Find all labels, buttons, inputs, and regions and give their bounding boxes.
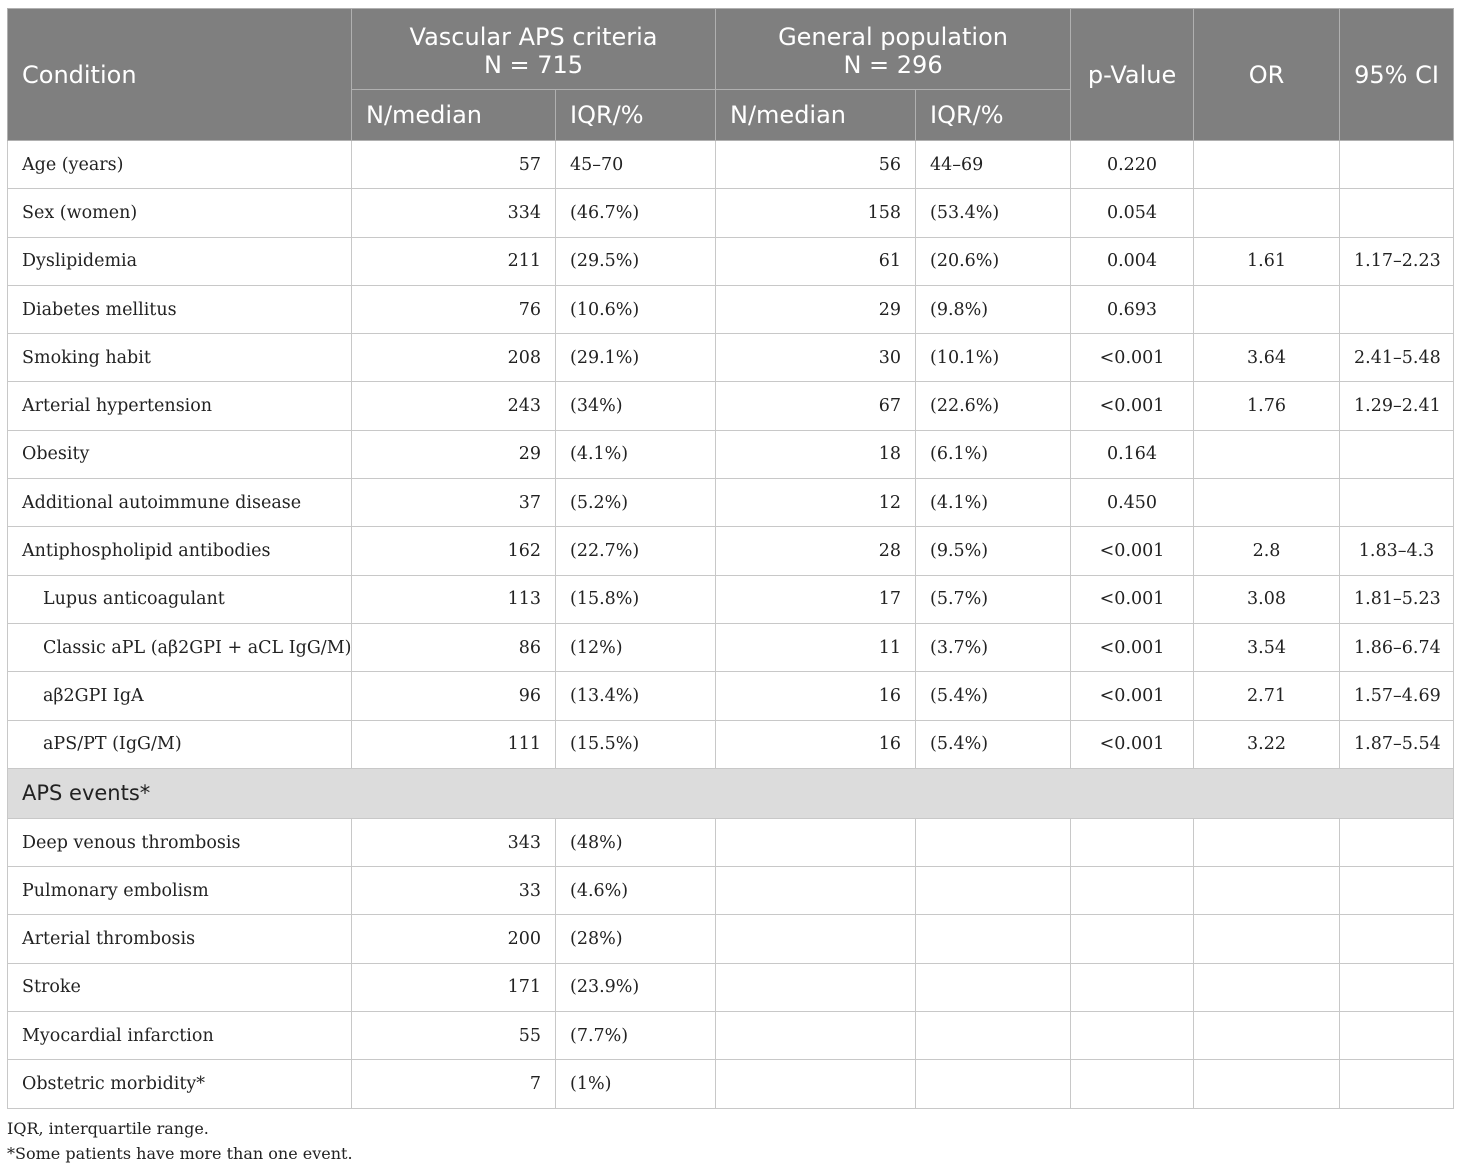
- section-label: APS events*: [8, 768, 1454, 818]
- cell-vascular-pct: (28%): [556, 915, 716, 963]
- cell-empty: [716, 915, 916, 963]
- cell-vascular-pct: (1%): [556, 1060, 716, 1108]
- cell-p-value: <0.001: [1071, 672, 1194, 720]
- cell-empty: [1340, 1060, 1454, 1108]
- cell-vascular-pct: (34%): [556, 382, 716, 430]
- header-or: OR: [1194, 9, 1340, 141]
- cell-vascular-n: 57: [352, 141, 556, 189]
- cell-general-n: 67: [716, 382, 916, 430]
- cell-vascular-pct: (10.6%): [556, 285, 716, 333]
- table-row: [8, 720, 1454, 768]
- cell-empty: [916, 1012, 1071, 1060]
- cell-condition: Pulmonary embolism: [8, 867, 352, 915]
- cell-or: [1194, 479, 1340, 527]
- table-row: [8, 818, 1454, 866]
- section-row-aps-events: [8, 768, 1454, 818]
- subheader-vascular-iqr: IQR/%: [556, 90, 716, 141]
- cell-condition: Deep venous thrombosis: [8, 818, 352, 866]
- cell-vascular-pct: (12%): [556, 623, 716, 671]
- cell-empty: [916, 963, 1071, 1011]
- cell-vascular-n: 334: [352, 189, 556, 237]
- cell-vascular-n: 29: [352, 430, 556, 478]
- cell-p-value: <0.001: [1071, 575, 1194, 623]
- table-row: [8, 189, 1454, 237]
- cell-empty: [1340, 963, 1454, 1011]
- cell-or: 3.54: [1194, 623, 1340, 671]
- cell-general-n: 30: [716, 334, 916, 382]
- cell-p-value: <0.001: [1071, 334, 1194, 382]
- header-p-value: p-Value: [1071, 9, 1194, 141]
- cell-ci: 2.41–5.48: [1340, 334, 1454, 382]
- cell-empty: [1194, 867, 1340, 915]
- cell-vascular-pct: (23.9%): [556, 963, 716, 1011]
- header-condition: Condition: [8, 9, 352, 141]
- cell-empty: [1071, 1012, 1194, 1060]
- cell-general-pct: (3.7%): [916, 623, 1071, 671]
- cell-vascular-n: 76: [352, 285, 556, 333]
- cell-empty: [916, 867, 1071, 915]
- subheader-general-n: N/median: [716, 90, 916, 141]
- header-general-population: [716, 9, 1071, 90]
- cell-condition: Arterial hypertension: [8, 382, 352, 430]
- cell-ci: 1.81–5.23: [1340, 575, 1454, 623]
- cell-empty: [916, 1060, 1071, 1108]
- cell-vascular-n: 211: [352, 237, 556, 285]
- cell-vascular-n: 33: [352, 867, 556, 915]
- table-container: [7, 8, 1453, 1109]
- cell-p-value: 0.054: [1071, 189, 1194, 237]
- cell-vascular-pct: (22.7%): [556, 527, 716, 575]
- table-row: [8, 430, 1454, 478]
- cell-condition: Arterial thrombosis: [8, 915, 352, 963]
- table-row: [8, 237, 1454, 285]
- cell-condition: Myocardial infarction: [8, 1012, 352, 1060]
- cell-vascular-pct: (4.1%): [556, 430, 716, 478]
- cell-p-value: 0.693: [1071, 285, 1194, 333]
- cell-vascular-pct: (29.5%): [556, 237, 716, 285]
- cell-general-n: 16: [716, 720, 916, 768]
- cell-p-value: <0.001: [1071, 382, 1194, 430]
- cell-vascular-n: 37: [352, 479, 556, 527]
- cell-condition: Obstetric morbidity*: [8, 1060, 352, 1108]
- cell-empty: [716, 867, 916, 915]
- cell-or: 2.8: [1194, 527, 1340, 575]
- table-row: [8, 285, 1454, 333]
- cell-vascular-n: 343: [352, 818, 556, 866]
- cell-ci: 1.83–4.3: [1340, 527, 1454, 575]
- subheader-general-iqr: IQR/%: [916, 90, 1071, 141]
- cell-general-pct: (5.4%): [916, 672, 1071, 720]
- cell-ci: [1340, 430, 1454, 478]
- cell-condition: Dyslipidemia: [8, 237, 352, 285]
- cell-vascular-pct: (29.1%): [556, 334, 716, 382]
- cell-ci: [1340, 141, 1454, 189]
- cell-condition: Diabetes mellitus: [8, 285, 352, 333]
- cell-ci: 1.29–2.41: [1340, 382, 1454, 430]
- cell-or: [1194, 430, 1340, 478]
- table-row: [8, 915, 1454, 963]
- table-row: [8, 963, 1454, 1011]
- cell-general-pct: (9.8%): [916, 285, 1071, 333]
- footnote-iqr: IQR, interquartile range.: [7, 1119, 209, 1138]
- cell-or: 3.08: [1194, 575, 1340, 623]
- cell-vascular-pct: (13.4%): [556, 672, 716, 720]
- cell-vascular-n: 171: [352, 963, 556, 1011]
- cell-vascular-n: 162: [352, 527, 556, 575]
- cell-condition: Stroke: [8, 963, 352, 1011]
- cell-condition: Antiphospholipid antibodies: [8, 527, 352, 575]
- cell-condition: aβ2GPI IgA: [8, 672, 352, 720]
- cell-empty: [1340, 867, 1454, 915]
- cell-vascular-n: 55: [352, 1012, 556, 1060]
- table-row: [8, 334, 1454, 382]
- cell-or: [1194, 141, 1340, 189]
- header-vascular-aps: [352, 9, 716, 90]
- cell-ci: 1.87–5.54: [1340, 720, 1454, 768]
- cell-empty: [1071, 1060, 1194, 1108]
- cell-general-pct: (6.1%): [916, 430, 1071, 478]
- cell-general-n: 158: [716, 189, 916, 237]
- cell-general-pct: (9.5%): [916, 527, 1071, 575]
- cell-empty: [716, 1012, 916, 1060]
- cell-empty: [716, 1060, 916, 1108]
- cell-empty: [1194, 818, 1340, 866]
- table-footnotes: [7, 1116, 353, 1166]
- table-row: [8, 1060, 1454, 1108]
- table-row: [8, 672, 1454, 720]
- cell-p-value: <0.001: [1071, 623, 1194, 671]
- cell-empty: [916, 818, 1071, 866]
- table-row: [8, 623, 1454, 671]
- cell-general-pct: (5.7%): [916, 575, 1071, 623]
- cell-vascular-n: 7: [352, 1060, 556, 1108]
- cell-general-n: 28: [716, 527, 916, 575]
- cell-vascular-pct: 45–70: [556, 141, 716, 189]
- cell-general-pct: 44–69: [916, 141, 1071, 189]
- cell-vascular-pct: (15.5%): [556, 720, 716, 768]
- table-row: [8, 575, 1454, 623]
- cell-ci: [1340, 189, 1454, 237]
- cell-or: 3.22: [1194, 720, 1340, 768]
- cell-vascular-pct: (15.8%): [556, 575, 716, 623]
- cell-vascular-pct: (5.2%): [556, 479, 716, 527]
- cell-empty: [1071, 818, 1194, 866]
- header-general-population-title: General population: [778, 22, 1008, 51]
- cell-empty: [1194, 1060, 1340, 1108]
- table-row: [8, 141, 1454, 189]
- cell-or: 2.71: [1194, 672, 1340, 720]
- cell-condition: Smoking habit: [8, 334, 352, 382]
- table-row: [8, 867, 1454, 915]
- header-ci: 95% CI: [1340, 9, 1454, 141]
- cell-p-value: 0.220: [1071, 141, 1194, 189]
- cell-empty: [1071, 963, 1194, 1011]
- cell-ci: 1.17–2.23: [1340, 237, 1454, 285]
- table-row: [8, 382, 1454, 430]
- cell-vascular-pct: (46.7%): [556, 189, 716, 237]
- cell-empty: [716, 818, 916, 866]
- cell-p-value: <0.001: [1071, 527, 1194, 575]
- cell-or: 1.76: [1194, 382, 1340, 430]
- cell-vascular-n: 96: [352, 672, 556, 720]
- cell-empty: [1194, 1012, 1340, 1060]
- cell-vascular-n: 111: [352, 720, 556, 768]
- cell-general-n: 18: [716, 430, 916, 478]
- cell-empty: [916, 915, 1071, 963]
- cell-empty: [1340, 915, 1454, 963]
- header-vascular-aps-n: N = 715: [483, 50, 584, 79]
- cell-general-pct: (20.6%): [916, 237, 1071, 285]
- cell-empty: [1194, 915, 1340, 963]
- cell-condition: Additional autoimmune disease: [8, 479, 352, 527]
- results-table: [7, 8, 1454, 1109]
- cell-general-n: 56: [716, 141, 916, 189]
- cell-vascular-pct: (4.6%): [556, 867, 716, 915]
- cell-condition: Age (years): [8, 141, 352, 189]
- cell-condition: Sex (women): [8, 189, 352, 237]
- cell-condition: Obesity: [8, 430, 352, 478]
- cell-ci: [1340, 479, 1454, 527]
- cell-general-n: 11: [716, 623, 916, 671]
- cell-empty: [716, 963, 916, 1011]
- cell-or: 1.61: [1194, 237, 1340, 285]
- table-body: [8, 141, 1454, 1109]
- cell-general-n: 17: [716, 575, 916, 623]
- cell-condition: Lupus anticoagulant: [8, 575, 352, 623]
- cell-ci: 1.57–4.69: [1340, 672, 1454, 720]
- cell-vascular-n: 113: [352, 575, 556, 623]
- cell-empty: [1194, 963, 1340, 1011]
- cell-condition: aPS/PT (IgG/M): [8, 720, 352, 768]
- cell-general-n: 29: [716, 285, 916, 333]
- cell-p-value: <0.001: [1071, 720, 1194, 768]
- cell-vascular-n: 208: [352, 334, 556, 382]
- cell-general-pct: (22.6%): [916, 382, 1071, 430]
- cell-ci: [1340, 285, 1454, 333]
- cell-or: [1194, 189, 1340, 237]
- cell-general-pct: (53.4%): [916, 189, 1071, 237]
- cell-p-value: 0.004: [1071, 237, 1194, 285]
- cell-empty: [1340, 818, 1454, 866]
- subheader-vascular-n: N/median: [352, 90, 556, 141]
- cell-vascular-n: 86: [352, 623, 556, 671]
- cell-condition: Classic aPL (aβ2GPI + aCL IgG/M): [8, 623, 352, 671]
- cell-vascular-pct: (48%): [556, 818, 716, 866]
- cell-general-pct: (5.4%): [916, 720, 1071, 768]
- cell-vascular-n: 200: [352, 915, 556, 963]
- cell-general-pct: (4.1%): [916, 479, 1071, 527]
- cell-general-n: 16: [716, 672, 916, 720]
- table-row: [8, 527, 1454, 575]
- header-general-population-n: N = 296: [843, 50, 943, 79]
- table-row: [8, 1012, 1454, 1060]
- footnote-events: *Some patients have more than one event.: [7, 1144, 353, 1163]
- table-header: [8, 9, 1454, 141]
- cell-or: 3.64: [1194, 334, 1340, 382]
- cell-empty: [1340, 1012, 1454, 1060]
- cell-vascular-n: 243: [352, 382, 556, 430]
- cell-p-value: 0.164: [1071, 430, 1194, 478]
- cell-general-pct: (10.1%): [916, 334, 1071, 382]
- table-row: [8, 479, 1454, 527]
- cell-vascular-pct: (7.7%): [556, 1012, 716, 1060]
- cell-general-n: 12: [716, 479, 916, 527]
- cell-or: [1194, 285, 1340, 333]
- header-vascular-aps-title: Vascular APS criteria: [409, 22, 658, 51]
- cell-ci: 1.86–6.74: [1340, 623, 1454, 671]
- cell-general-n: 61: [716, 237, 916, 285]
- cell-p-value: 0.450: [1071, 479, 1194, 527]
- cell-empty: [1071, 915, 1194, 963]
- cell-empty: [1071, 867, 1194, 915]
